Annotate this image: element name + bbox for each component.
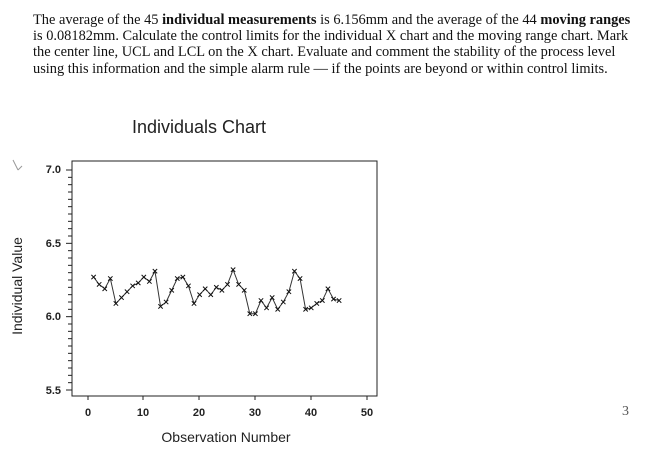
data-point [214,285,218,289]
x-ticks [85,396,373,419]
data-point [259,298,263,302]
data-point [142,275,146,279]
data-point [320,298,324,302]
data-point [220,288,224,292]
question-bold-individual-measurements: individual measurements [162,12,317,28]
plot-frame [72,161,377,396]
data-point [91,275,95,279]
x-tick-label: 0 [84,407,92,419]
question-part-3: is 0.08182mm. Calculate the control limits for the individual X chart and the moving range chart. Mark the center line, UCL and LCL on the X chart. Evaluate and comment the stability of the process level using this information and the simple alarm rule — if the points are beyond or within control limits. [33,28,629,77]
page-number: 3 [622,404,629,419]
data-point [130,284,134,288]
data-point [119,295,123,299]
y-tick-label: 6.5 [45,238,61,250]
data-point [103,287,107,291]
series-layer [91,268,341,316]
data-point [225,282,229,286]
y-ticks [46,164,72,397]
data-point [326,287,330,291]
data-point [164,300,168,304]
data-point [236,282,240,286]
y-tick-label: 6.0 [45,311,61,323]
data-point [97,282,101,286]
data-point [147,279,151,283]
data-point [125,290,129,294]
data-point [170,288,174,292]
data-point [281,300,285,304]
data-point [270,295,274,299]
x-tick-label: 30 [248,407,262,419]
question-bold-moving-ranges: moving ranges [540,12,631,28]
series-line [94,270,340,314]
chart-title: Individuals Chart [131,117,267,137]
data-point [197,292,201,296]
x-axis-label: Observation Number [161,429,291,445]
y-minor-ticks [66,170,72,390]
x-tick-label: 10 [136,407,150,419]
x-tick-label: 20 [192,407,206,419]
data-point [264,306,268,310]
question-part-2: is 6.156mm and the average of the 44 [316,12,541,28]
data-point [315,301,319,305]
data-point [203,287,207,291]
x-tick-label: 40 [304,407,318,419]
question-part-1: The average of the 45 [33,12,163,28]
y-axis-label: Individual Value [9,237,25,335]
data-point [276,307,280,311]
corner-mark-icon [13,160,22,170]
x-tick-label: 50 [360,407,374,419]
data-point [209,292,213,296]
y-tick-label: 5.5 [45,385,61,397]
data-point [231,268,235,272]
y-tick-label: 7.0 [45,164,61,176]
data-point [136,281,140,285]
